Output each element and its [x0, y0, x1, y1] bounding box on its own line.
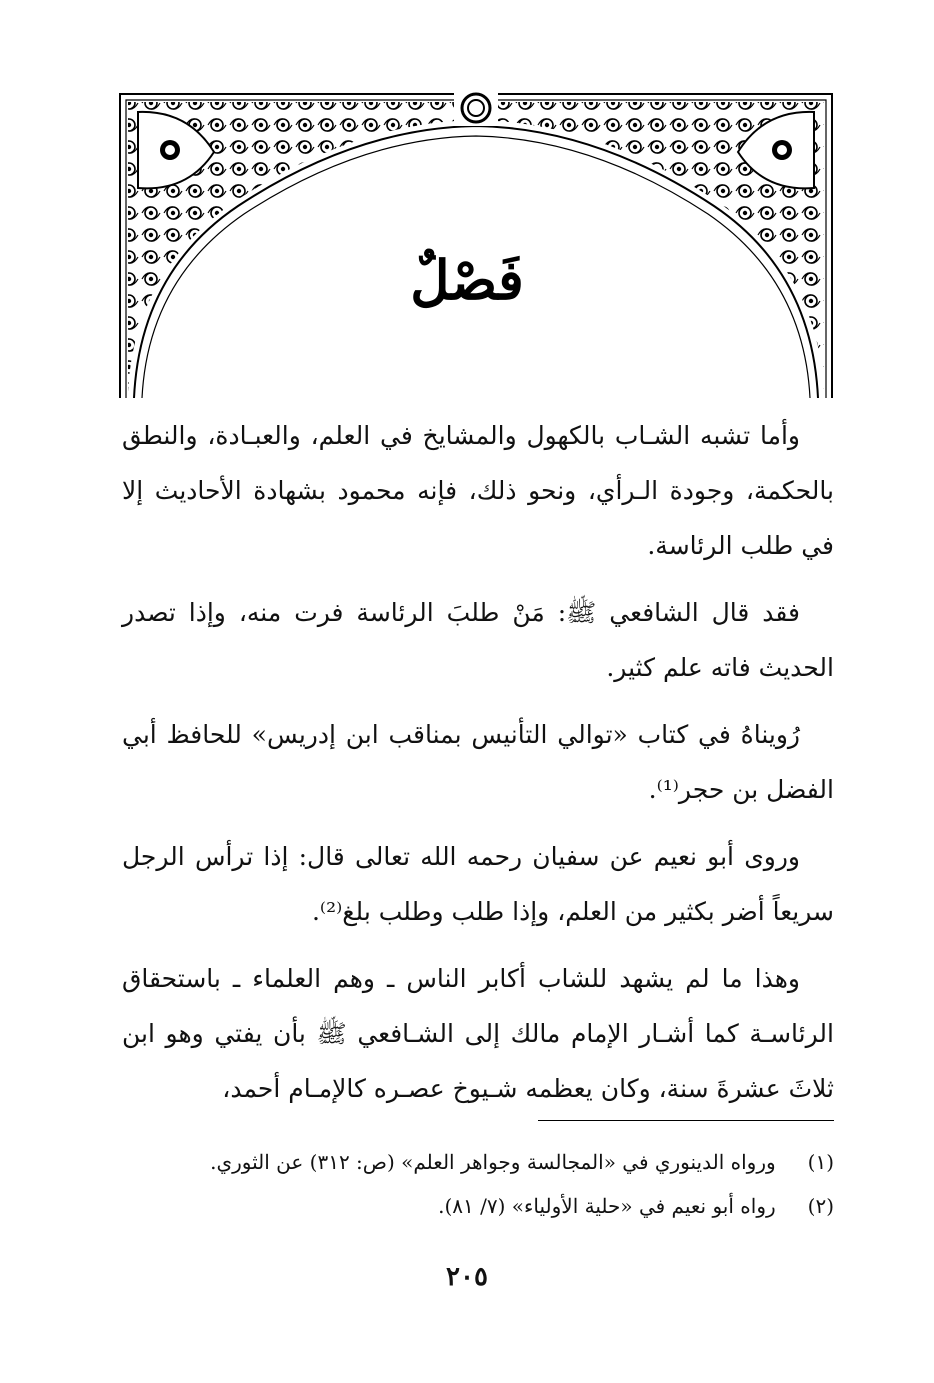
footnote	[122, 1140, 834, 1184]
paragraph: فقد قال الشافعي ﷺ: مَنْ طلبَ الرئاسة فرت منه، وإذا تصدر الحديث فاته علم كثير.	[122, 598, 834, 682]
paragraph: وروى أبو نعيم عن سفيان رحمه الله تعالى قال: إذا ترأس الرجل سريعاً أضر بكثير من العلم، وإذا طلب وطلب بلغ⁽²⁾.	[122, 842, 834, 926]
footnote-number: (٢)	[807, 1194, 834, 1218]
ornamental-header-frame	[118, 92, 834, 400]
footnote-number: (١)	[807, 1150, 834, 1174]
footnotes	[122, 1140, 834, 1228]
footnote-text: ورواه الدينوري في «المجالسة وجواهر العلم» (ص: ٣١٢) عن الثوري.	[210, 1150, 776, 1174]
paragraph: رُويناهُ في كتاب «توالي التأنيس بمناقب ابن إدريس» للحافظ أبي الفضل بن حجر⁽¹⁾.	[122, 720, 834, 804]
page-number: ٢٠٥	[446, 1262, 488, 1292]
footnote	[122, 1184, 834, 1228]
main-text	[122, 408, 834, 1128]
footnote-text: رواه أبو نعيم في «حلية الأولياء» (٧/ ٨١).	[438, 1194, 776, 1218]
section-heading: فَصْلٌ	[410, 248, 524, 312]
arabesque-ornament-icon	[118, 92, 834, 400]
paragraph: وأما تشبه الشـاب بالكهول والمشايخ في العلم، والعبـادة، والنطق بالحكمة، وجودة الـرأي، ونحو ذلك، فإنه محمود بشهادة الأحاديث إلا في طلب الرئاسة.	[122, 421, 834, 560]
paragraph: وهذا ما لم يشهد للشاب أكابر الناس ـ وهم العلماء ـ باستحقاق الرئاسـة كما أشـار الإمام مالك إلى الشـافعي ﷺ بأن يفتي وهو ابن ثلاثَ عشرةَ سنة، وكان يعظمه شـيوخ عصـره كالإمـام أحمد،	[122, 964, 834, 1103]
footnote-divider	[538, 1120, 834, 1121]
